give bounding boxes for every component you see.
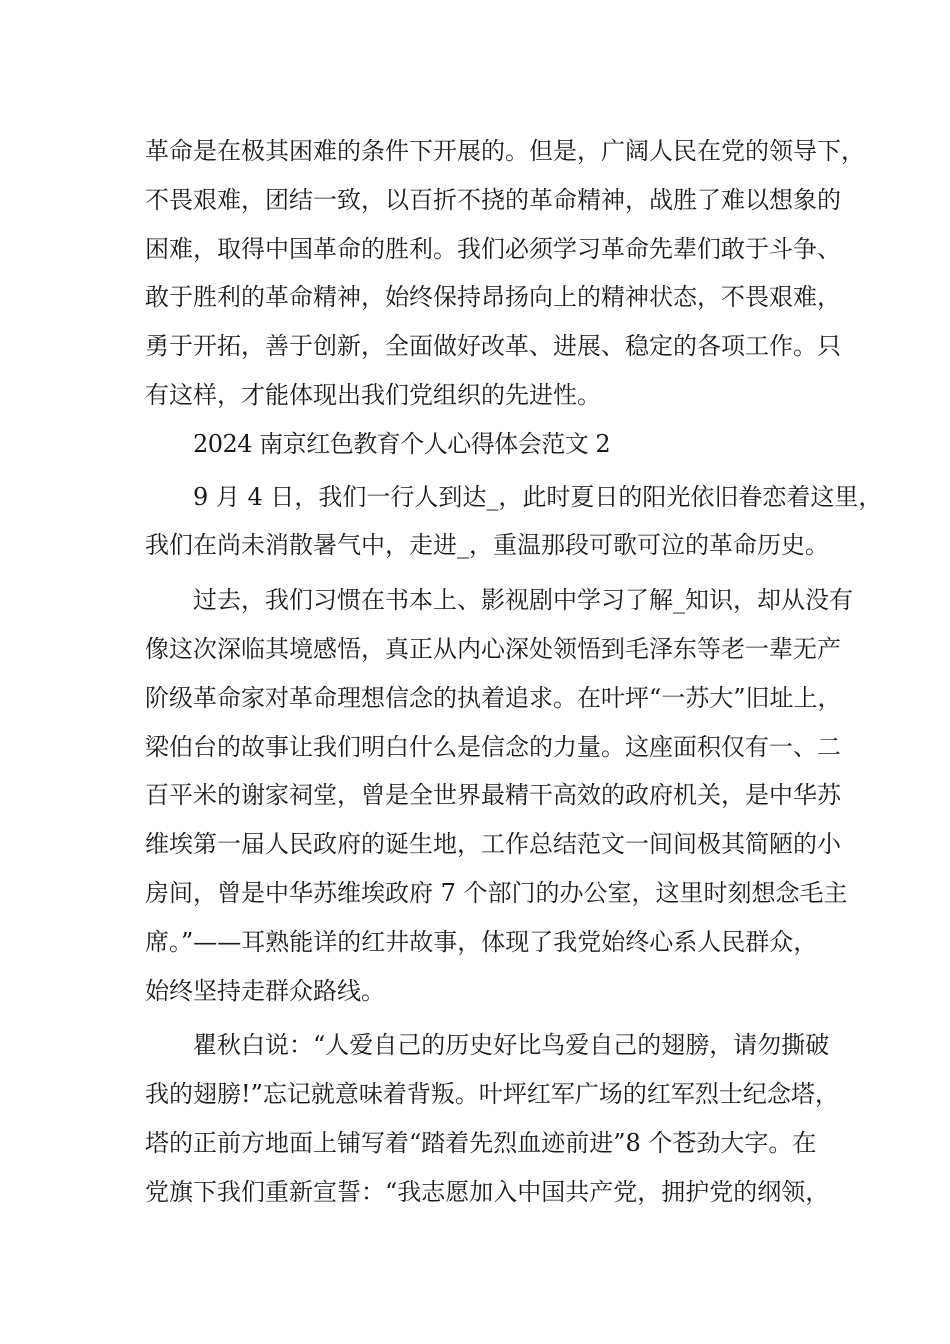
text-line: 过去，我们习惯在书本上、影视剧中学习了解_知识，却从没有 (193, 586, 853, 615)
paragraph-2 (145, 473, 883, 571)
text-line: 敢于胜利的革命精神，始终保持昂扬向上的精神状态，不畏艰难， (145, 283, 841, 312)
text-line: 我的翅膀!”忘记就意味着背叛。叶坪红军广场的红军烈士纪念塔， (145, 1080, 839, 1109)
section-heading: 2024 南京红色教育个人心得体会范文 2 (193, 429, 611, 458)
text-line: 维埃第一届人民政府的诞生地，工作总结范文一间间极其简陋的小 (145, 830, 841, 859)
text-line: 房间，曾是中华苏维埃政府 7 个部门的办公室，这里时刻想念毛主 (145, 878, 848, 907)
text-line: 勇于开拓，善于创新，全面做好改革、进展、稳定的各项工作。只 (145, 332, 841, 361)
paragraph-1 (145, 127, 865, 420)
text-line: 百平米的谢家祠堂，曾是全世界最精干高效的政府机关，是中华苏 (145, 781, 841, 810)
text-line: 有这样，才能体现出我们党组织的先进性。 (145, 380, 601, 409)
text-line: 像这次深临其境感悟，真正从内心深处领悟到毛泽东等老一辈无产 (145, 634, 841, 663)
text-line: 9 月 4 日，我们一行人到达_，此时夏日的阳光依旧眷恋着这里， (193, 482, 883, 511)
paragraph-3 (145, 576, 853, 1015)
text-line: 塔的正前方地面上铺写着“踏着先烈血迹前进”8 个苍劲大字。在 (145, 1128, 817, 1157)
text-line: 席。”——耳熟能详的红井故事，体现了我党始终心系人民群众， (145, 927, 818, 956)
text-line: 梁伯台的故事让我们明白什么是信念的力量。这座面积仅有一、二 (145, 732, 841, 761)
text-line: 党旗下我们重新宣誓：“我志愿加入中国共产党，拥护党的纲领， (145, 1177, 830, 1206)
text-line: 不畏艰难，团结一致，以百折不挠的革命精神，战胜了难以想象的 (145, 185, 841, 214)
text-line: 困难，取得中国革命的胜利。我们必须学习革命先辈们敢于斗争、 (145, 234, 841, 263)
text-line: 革命是在极其困难的条件下开展的。但是，广阔人民在党的领导下， (145, 137, 865, 165)
document-body (145, 127, 883, 1217)
text-line: 我们在尚未消散暑气中，走进_，重温那段可歌可泣的革命历史。 (145, 531, 829, 560)
paragraph-4 (145, 1021, 839, 1216)
text-line: 瞿秋白说：“人爱自己的历史好比鸟爱自己的翅膀，请勿撕破 (193, 1031, 830, 1060)
text-line: 始终坚持走群众路线。 (145, 976, 385, 1005)
text-line: 阶级革命家对革命理想信念的执着追求。在叶坪“一苏大”旧址上， (145, 683, 842, 712)
